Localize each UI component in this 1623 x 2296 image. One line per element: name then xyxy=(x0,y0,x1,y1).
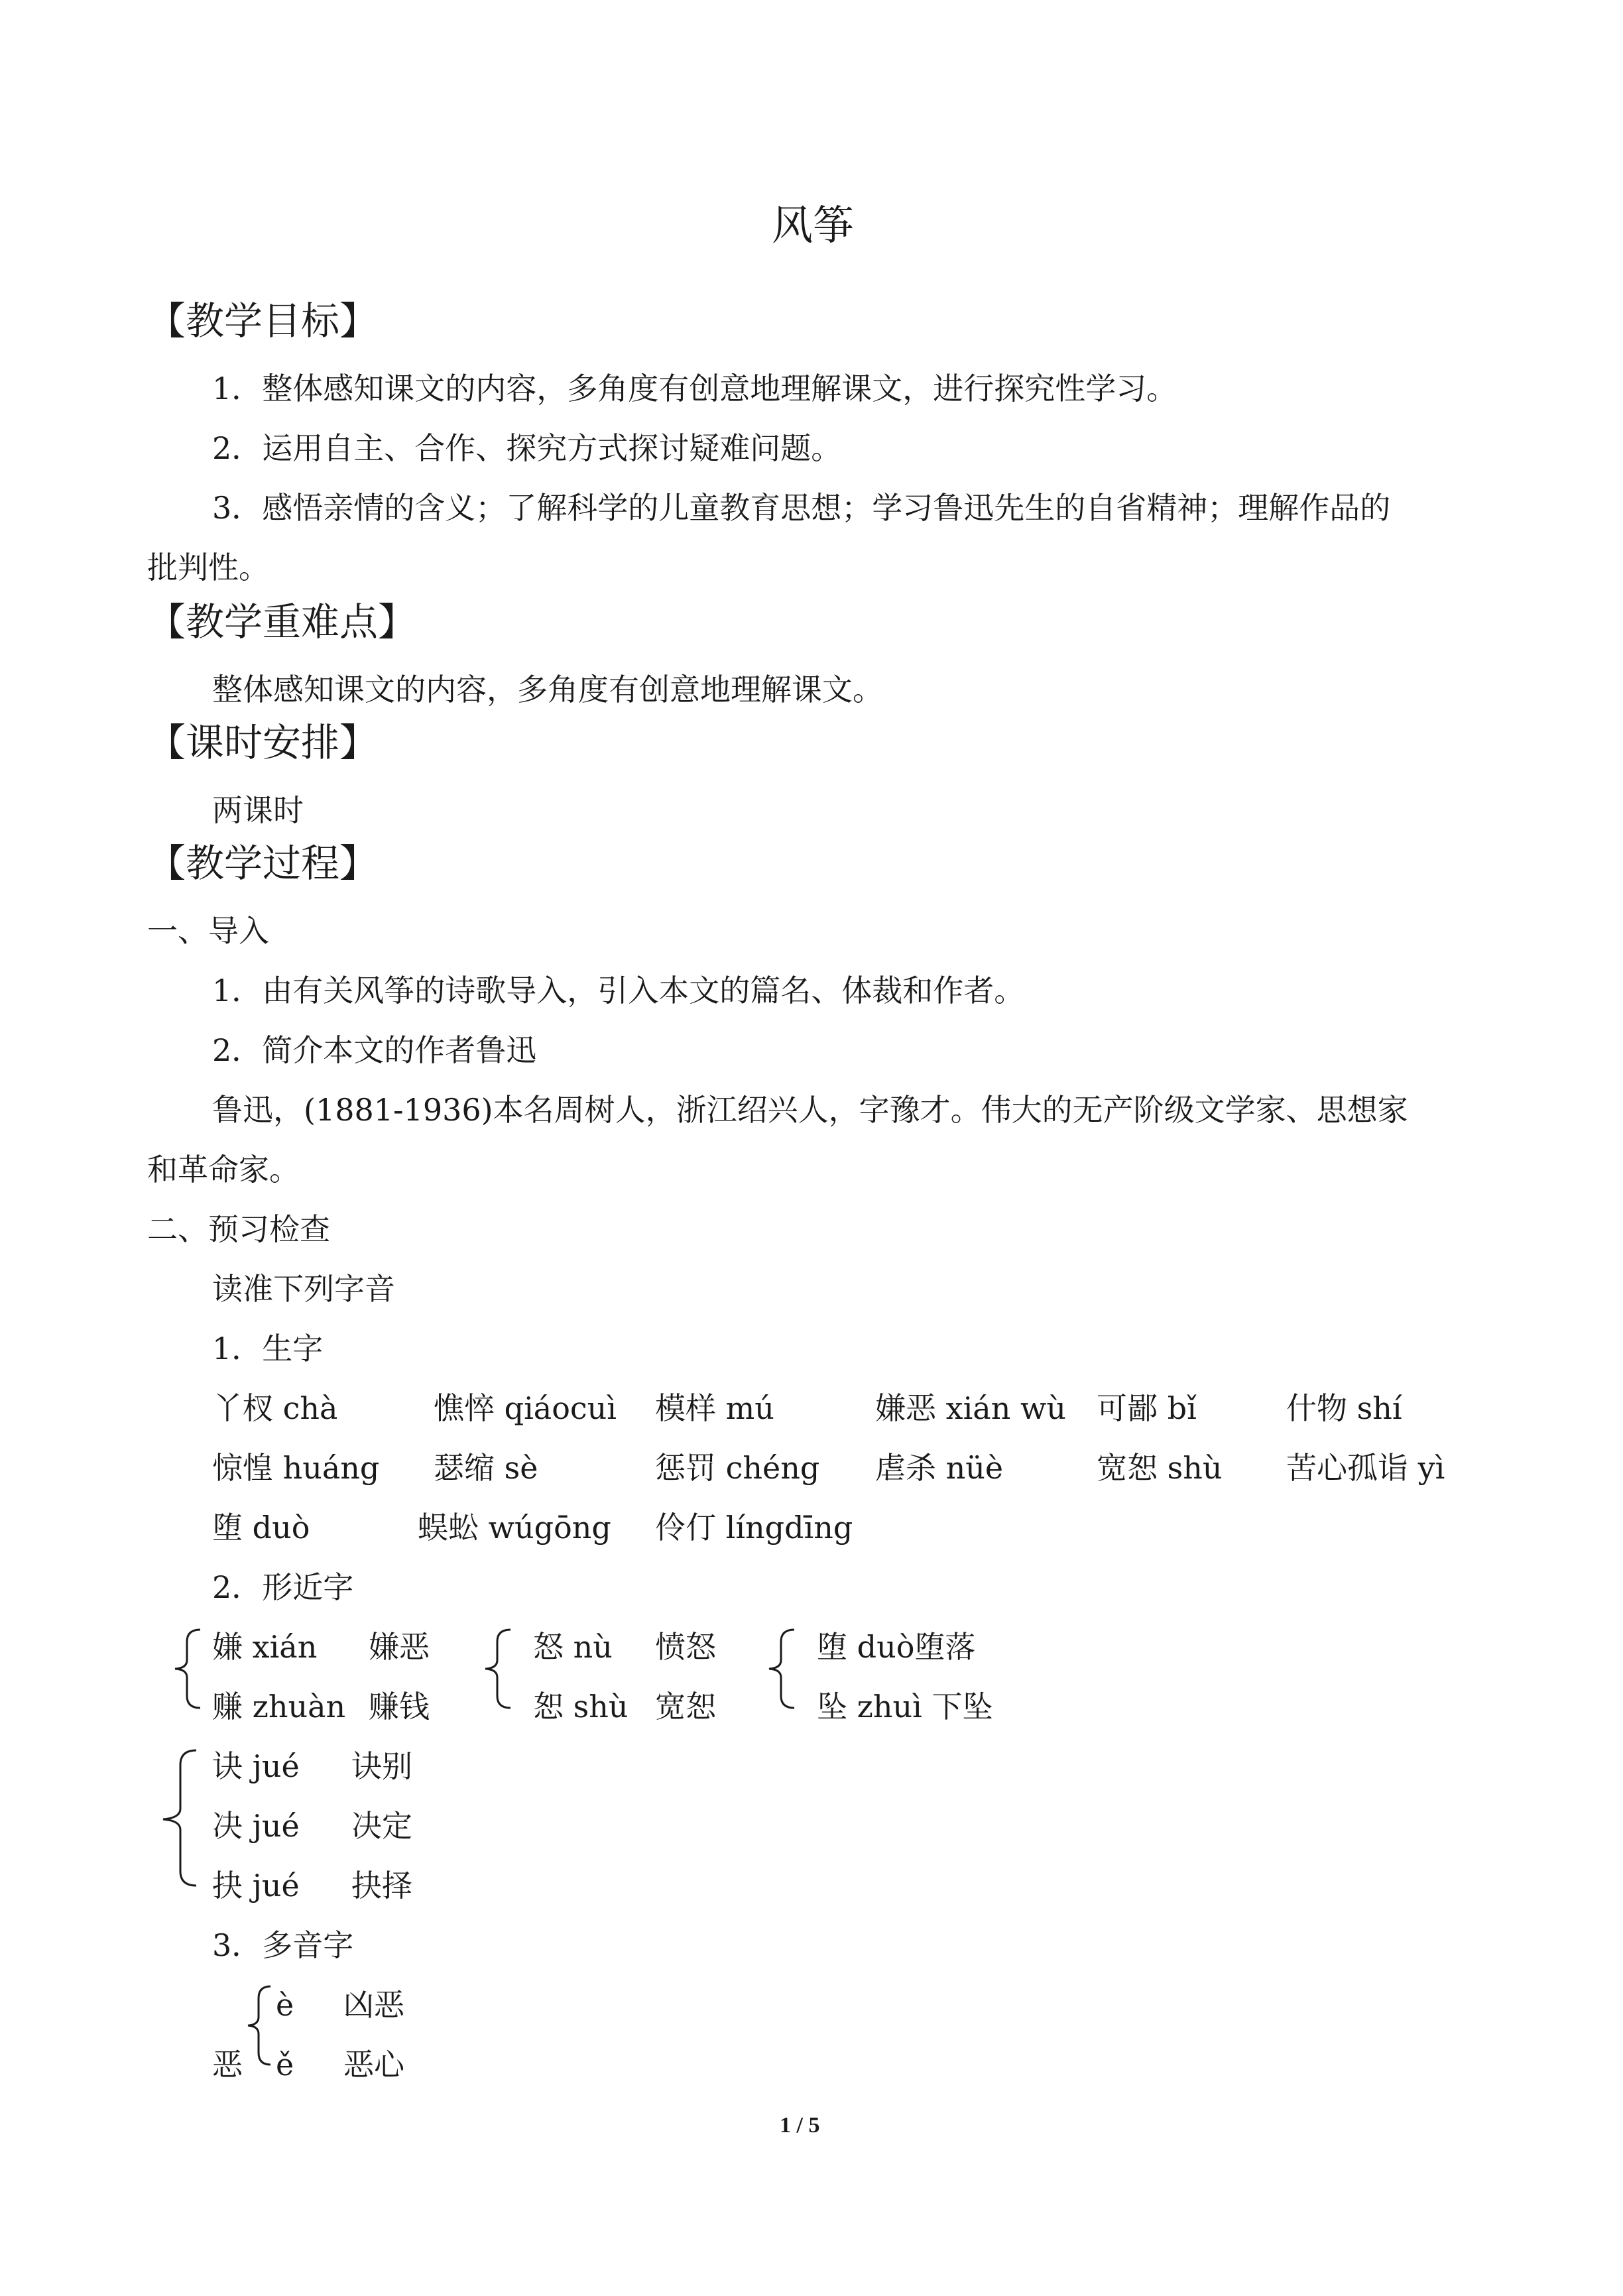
goal-item-3-continued: 批判性。 xyxy=(147,550,269,585)
new-char-item: 什物 shí xyxy=(1286,1390,1402,1426)
new-char-item: 模样 mú xyxy=(655,1390,774,1426)
similar-char: 堕 duò堕落 xyxy=(817,1629,976,1665)
new-char-item: 宽恕 shù xyxy=(1097,1450,1223,1486)
new-char-item: 伶仃 língdīng xyxy=(655,1510,853,1545)
new-char-item: 堕 duò xyxy=(212,1510,310,1545)
new-char-item: 惊惶 huáng xyxy=(212,1450,380,1486)
polyphone-word: 凶恶 xyxy=(343,1987,404,2023)
section-heading-key-points: 【教学重难点】 xyxy=(147,599,417,644)
similar-word: 决定 xyxy=(351,1808,412,1844)
section-heading-process: 【教学过程】 xyxy=(147,841,379,886)
polyphones-label: 3．多音字 xyxy=(212,1927,354,1963)
polyphone-reading: è xyxy=(276,1987,294,2023)
left-brace-icon xyxy=(167,1626,207,1712)
goal-item-1: 1．整体感知课文的内容，多角度有创意地理解课文，进行探究性学习。 xyxy=(212,371,1177,406)
new-char-item: 惩罚 chéng xyxy=(655,1450,820,1486)
new-char-item: 蜈蚣 wúgōng xyxy=(418,1510,611,1545)
new-char-item: 憔悴 qiáocuì xyxy=(434,1390,617,1426)
new-char-item: 虐杀 nüè xyxy=(875,1450,1004,1486)
goal-item-3: 3．感悟亲情的含义；了解科学的儿童教育思想；学习鲁迅先生的自省精神；理解作品的 xyxy=(212,490,1391,526)
schedule-text: 两课时 xyxy=(212,792,304,828)
new-chars-label: 1．生字 xyxy=(212,1331,324,1366)
left-brace-icon xyxy=(154,1745,203,1891)
similar-word: 嫌恶 xyxy=(369,1629,430,1665)
similar-word: 赚钱 xyxy=(369,1689,430,1724)
similar-word: 抉择 xyxy=(351,1868,412,1903)
key-points-text: 整体感知课文的内容，多角度有创意地理解课文。 xyxy=(212,672,883,707)
page-title: 风筝 xyxy=(772,201,855,249)
new-char-item: 苦心孤诣 yì xyxy=(1286,1450,1445,1486)
intro-title: 一、导入 xyxy=(147,913,269,949)
author-bio-continued: 和革命家。 xyxy=(147,1152,300,1187)
similar-char: 赚 zhuàn xyxy=(212,1689,346,1724)
similar-char: 抉 jué xyxy=(212,1868,300,1903)
page-number: 1 / 5 xyxy=(780,2113,820,2138)
polyphone-reading: ě xyxy=(276,2047,294,2083)
similar-word: 愤怒 xyxy=(655,1629,716,1665)
new-char-item: 瑟缩 sè xyxy=(434,1450,538,1486)
left-brace-icon xyxy=(477,1626,517,1712)
preview-instruction: 读准下列字音 xyxy=(212,1271,395,1307)
left-brace-icon xyxy=(761,1626,801,1712)
similar-char: 嫌 xián xyxy=(212,1629,318,1665)
similar-char: 怒 nù xyxy=(533,1629,613,1665)
similar-char: 决 jué xyxy=(212,1808,300,1844)
polyphone-word: 恶心 xyxy=(343,2047,404,2083)
similar-word: 宽恕 xyxy=(655,1689,716,1724)
section-heading-goals: 【教学目标】 xyxy=(147,298,379,343)
similar-char: 坠 zhuì 下坠 xyxy=(817,1689,993,1724)
similar-char: 恕 shù xyxy=(533,1689,629,1724)
section-heading-schedule: 【课时安排】 xyxy=(147,720,379,765)
new-char-item: 可鄙 bǐ xyxy=(1097,1390,1197,1426)
preview-title: 二、预习检查 xyxy=(147,1211,330,1247)
polyphone-char: 恶 xyxy=(212,2047,243,2083)
author-bio: 鲁迅，(1881-1936)本名周树人，浙江绍兴人，字豫才。伟大的无产阶级文学家、思想家 xyxy=(212,1092,1408,1128)
new-char-item: 丫杈 chà xyxy=(212,1390,338,1426)
similar-word: 诀别 xyxy=(351,1748,412,1784)
similar-chars-label: 2．形近字 xyxy=(212,1569,354,1605)
intro-item-1: 1．由有关风筝的诗歌导入，引入本文的篇名、体裁和作者。 xyxy=(212,973,1025,1008)
left-brace-icon xyxy=(243,1982,276,2069)
goal-item-2: 2．运用自主、合作、探究方式探讨疑难问题。 xyxy=(212,430,842,466)
intro-item-2: 2．简介本文的作者鲁迅 xyxy=(212,1032,537,1068)
similar-char: 诀 jué xyxy=(212,1748,300,1784)
new-char-item: 嫌恶 xián wù xyxy=(875,1390,1066,1426)
